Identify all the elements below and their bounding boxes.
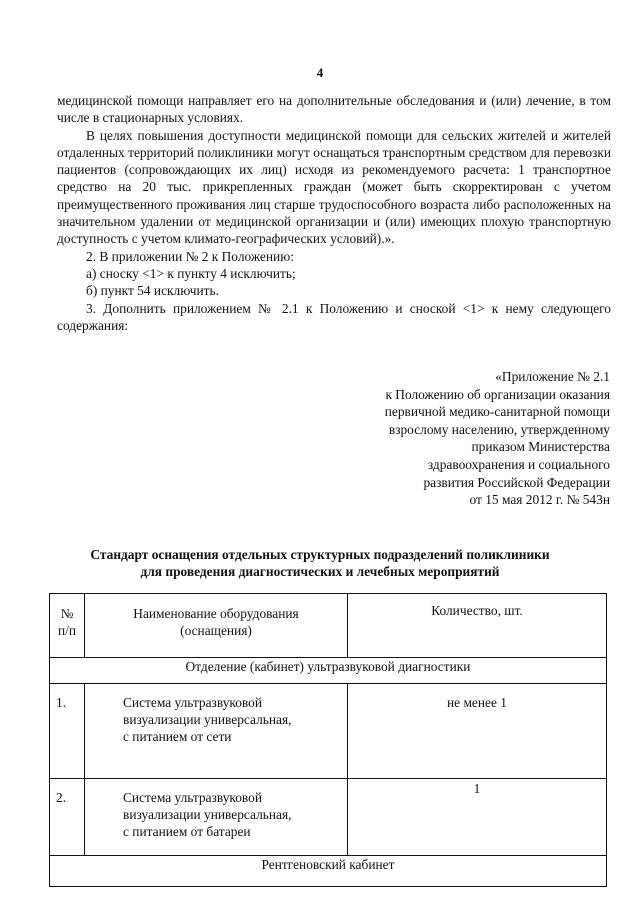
header-number-line: № — [60, 606, 74, 621]
row-name-line: Система ультразвуковой — [123, 695, 263, 710]
appendix-line: развития Российской Федерации — [423, 474, 610, 490]
section-title: Рентгеновский кабинет — [50, 856, 607, 887]
table-section-row — [50, 658, 607, 684]
standard-title-line: для проведения диагностических и лечебных мероприятий — [140, 564, 500, 579]
appendix-line: взрослому населению, утвержденному — [388, 421, 610, 437]
body-text — [57, 92, 611, 334]
appendix-line: первичной медико-санитарной помощи — [384, 404, 610, 420]
appendix-line: здравоохранения и социального — [427, 456, 610, 472]
row-name-line: с питанием от сети — [123, 729, 232, 744]
appendix-heading — [300, 368, 610, 509]
row-number: 2. — [50, 779, 85, 856]
paragraph: б) пункт 54 исключить. — [86, 283, 219, 299]
standard-title-line: Стандарт оснащения отдельных структурных подразделений поликлиники — [90, 547, 550, 562]
header-number-line: п/п — [57, 623, 77, 638]
table-section-row — [50, 856, 607, 887]
row-name-line: визуализации универсальная, — [123, 712, 292, 727]
paragraph: В целях повышения доступности медицинской помощи для сельских жителей и жителей отдаленных территорий поликлиники могут оснащаться транспортным средством для перевозки пациентов (сопровождающих их лиц) исходя из рекомендуемого расчета: 1 транспортное средство на 20 тыс. прикрепленных граждан (может быть скорректирован с учетом преимущественного проживания лиц старше трудоспособного возраста либо расположенных на значительном удалении от медицинской организации и (или) имеющих плохую транспортную доступность с учетом климато-географических условий).». — [57, 127, 611, 247]
row-number: 1. — [50, 684, 85, 779]
appendix-line: к Положению об организации оказания — [385, 386, 610, 402]
header-qty-cell: Количество, шт. — [348, 594, 607, 658]
appendix-line: от 15 мая 2012 г. № 543н — [469, 492, 610, 508]
row-name — [85, 779, 348, 856]
paragraph: медицинской помощи направляет его на дополнительные обследования и (или) лечение, в том числе в стационарных условиях. — [57, 93, 611, 126]
paragraph: 2. В приложении № 2 к Положению: — [86, 248, 294, 264]
appendix-line: приказом Министерства — [471, 439, 610, 455]
equipment-table — [49, 593, 607, 887]
row-name-line: с питанием от батареи — [123, 824, 251, 839]
header-name-line: Наименование оборудования — [133, 606, 299, 621]
paragraph: 3. Дополнить приложением № 2.1 к Положению и сноской <1> к нему следующего содержания: — [57, 300, 611, 333]
row-name-line: визуализации универсальная, — [123, 807, 292, 822]
header-number-cell — [50, 594, 85, 658]
row-quantity: 1 — [348, 779, 607, 856]
appendix-line: «Приложение № 2.1 — [495, 369, 610, 384]
section-title: Отделение (кабинет) ультразвуковой диагностики — [50, 658, 607, 684]
row-name — [85, 684, 348, 779]
standard-title — [40, 546, 600, 580]
page-number: 4 — [316, 65, 324, 80]
row-name-line: Система ультразвуковой — [123, 790, 263, 805]
header-name-cell — [85, 594, 348, 658]
table-row — [50, 684, 607, 779]
row-quantity: не менее 1 — [348, 684, 607, 779]
header-name-line: (оснащения) — [180, 623, 252, 638]
table-row — [50, 779, 607, 856]
paragraph: а) сноску <1> к пункту 4 исключить; — [86, 265, 296, 281]
table-header-row — [50, 594, 607, 658]
